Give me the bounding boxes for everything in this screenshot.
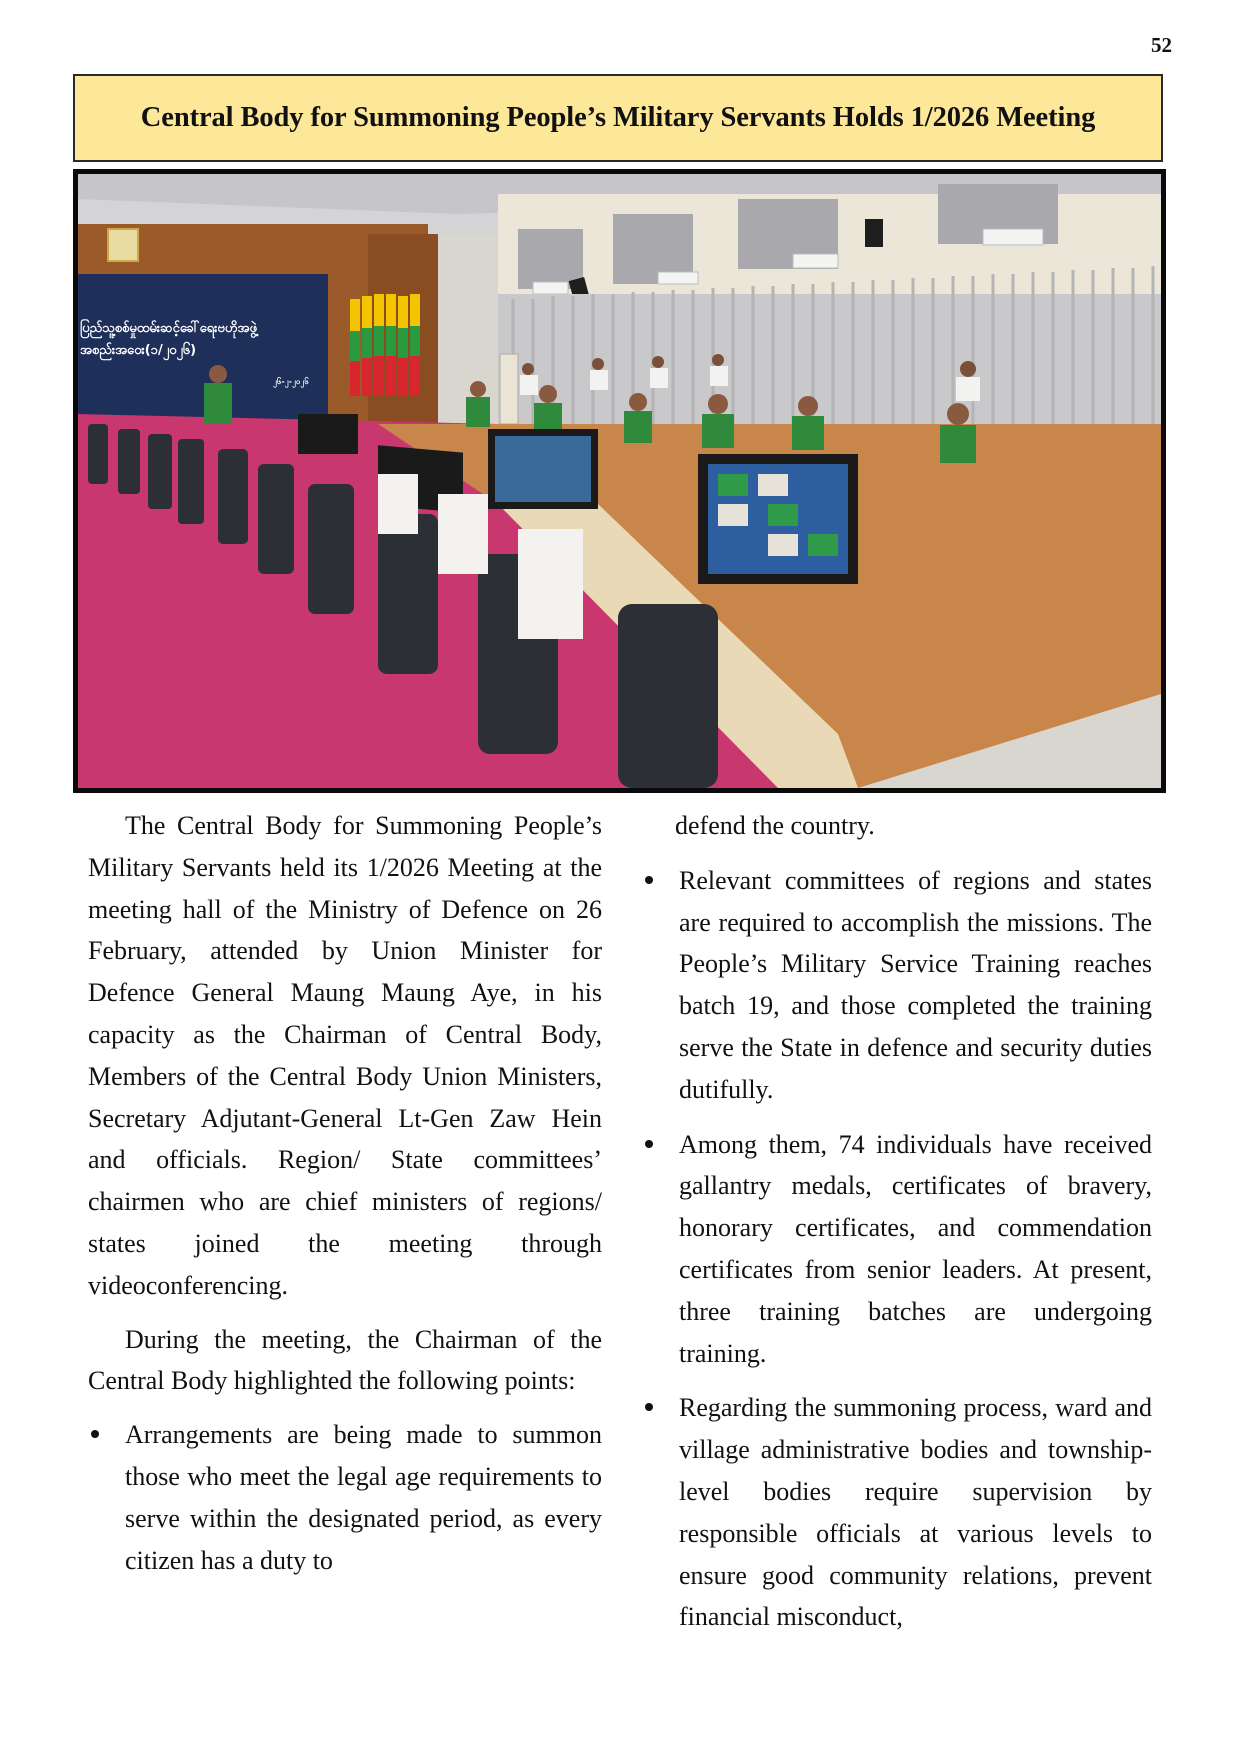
bullet-icon [645,876,653,884]
page-number: 52 [1151,33,1172,57]
banner-text-line1: ပြည်သူ့စစ်မှုထမ်းဆင့်ခေါ်ရေးဗဟိုအဖွဲ့ [80,321,257,336]
right-column [642,805,1152,1651]
bullet-continuation: defend the country. [675,811,875,840]
bullet-item-4 [642,1387,1152,1638]
bullet-icon [645,1140,653,1148]
article-photo [73,169,1166,793]
article-title: Central Body for Summoning People’s Military Servants Holds 1/2026 Meeting [140,102,1096,133]
bullet-text: Among them, 74 individuals have received gallantry medals, certificates of bravery, honorary certificates, and commendation certificates from senior leaders. At present, three training batches are undergoing training. [679,1129,1152,1368]
left-column [88,805,602,1594]
left-bullet-list [88,1414,602,1581]
banner-text-line2: အစည်းအဝေး(၁/၂၀၂၆) [80,343,197,358]
bullet-text: Relevant committees of regions and states are required to accomplish the missions. The People’s Military Service Training reaches batch 19, and those completed the training serve the State in defence and security duties dutifully. [679,865,1152,1104]
bullet-item-2 [642,860,1152,1111]
bullet-icon [645,1403,653,1411]
bullet-icon [91,1430,99,1438]
banner-date: ၂၆-၂-၂၀၂၆ [273,377,309,386]
meeting-hall-photo-illustration [78,174,1161,788]
bullet-text: Arrangements are being made to summon those who meet the legal age requirements to serve within the designated period, as every citizen has a duty to [125,1420,602,1575]
bullet-item-1 [88,1414,602,1581]
bullet-text: Regarding the summoning process, ward and village administrative bodies and township-level bodies require supervision by responsible officials at various levels to ensure good community relations, prevent financial misconduct, [679,1393,1152,1632]
intro-paragraph: The Central Body for Summoning People’s Military Servants held its 1/2026 Meeting at the meeting hall of the Ministry of Defence on 26 February, attended by Union Minister for Defence General Maung Maung Aye, in his capacity as the Chairman of Central Body, Members of the Central Body Union Ministers, Secretary Adjutant-General Lt-Gen Zaw Hein and officials. Region/ State committees’ chairmen who are chief ministers of regions/ states joined the meeting through videoconferencing. [88,811,602,1300]
article-title-box [73,74,1163,162]
right-bullet-list [642,860,1152,1638]
bullet-item-3 [642,1124,1152,1375]
highlights-intro-paragraph: During the meeting, the Chairman of the Central Body highlighted the following points: [88,1324,602,1396]
